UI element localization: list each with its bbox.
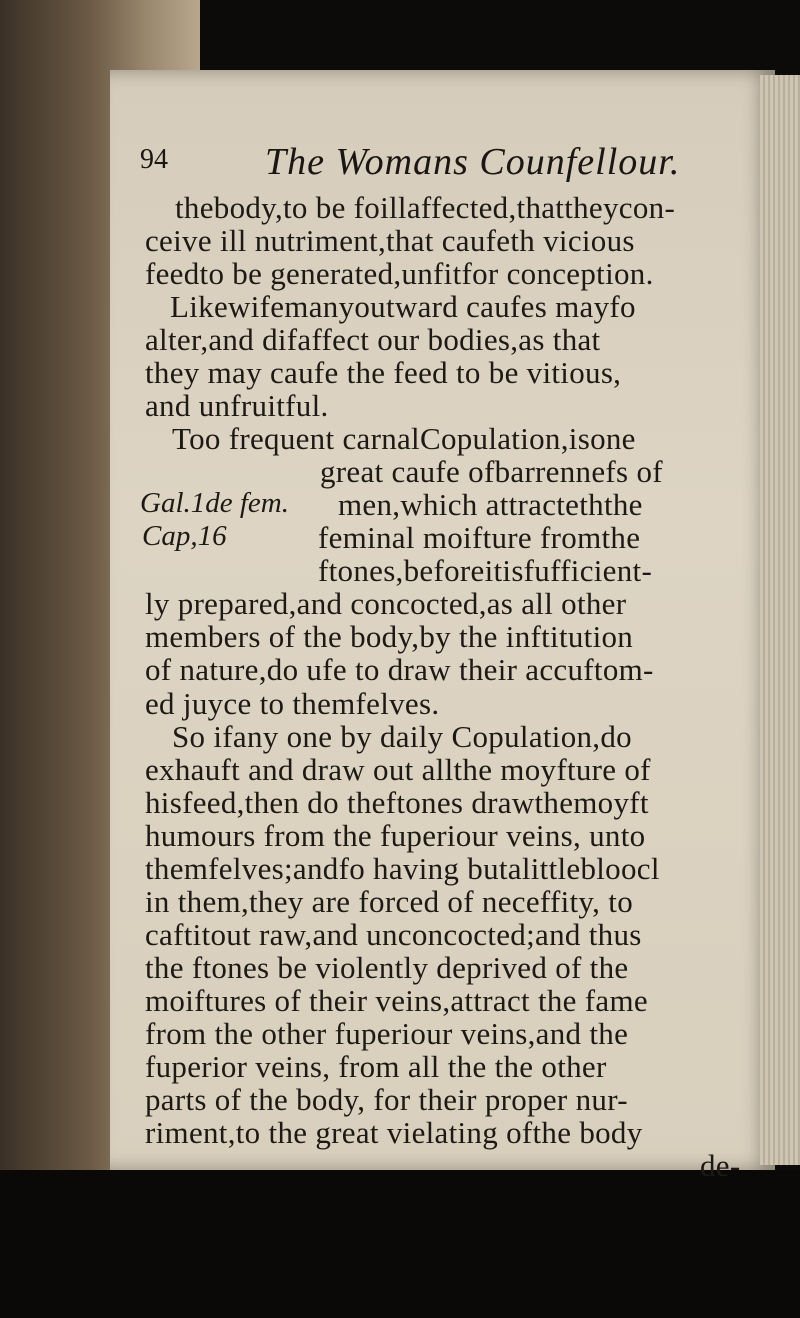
text-line: moiftures of their veins,attract the fame	[145, 982, 648, 1018]
text-line: the ftones be violently deprived of the	[145, 949, 629, 985]
text-line: alter,and difaffect our bodies,as that	[145, 322, 601, 358]
text-line: hisfeed,then do theftones drawthemoyft	[145, 784, 649, 820]
text-line: Too frequent carnalCopulation,isone	[172, 421, 636, 457]
text-line: ed juyce to themfelves.	[145, 685, 440, 721]
margin-note: Cap,16	[142, 520, 227, 553]
margin-note: Gal.1de fem.	[140, 487, 289, 520]
text-line: of nature,do ufe to draw their accuftom-	[145, 652, 654, 688]
page-number: 94	[140, 144, 168, 175]
text-line: ftones,beforeitisfufficient-	[318, 553, 653, 589]
text-line: feminal moifture fromthe	[318, 520, 641, 556]
text-line: ly prepared,and concocted,as all other	[145, 586, 627, 622]
text-line: from the other fuperiour veins,and the	[145, 1015, 629, 1051]
text-line: they may caufe the feed to be vitious,	[145, 355, 622, 391]
text-line: thebody,to be foillaffected,thattheycon-	[175, 190, 676, 225]
text-line: in them,they are forced of neceffity, to	[145, 883, 633, 919]
text-line: members of the body,by the inftitution	[145, 619, 634, 655]
text-line: Likewifemanyoutward caufes mayfo	[170, 289, 636, 325]
text-line: great caufe ofbarrennefs of	[320, 454, 663, 490]
text-line: parts of the body, for their proper nur-	[145, 1081, 628, 1117]
text-line: themfelves;andfo having butalittlebloocl	[145, 850, 660, 886]
text-line: men,which attracteththe	[338, 487, 643, 523]
text-line: riment,to the great vielating ofthe body	[145, 1114, 643, 1150]
text-line: ceive ill nutriment,that caufeth vicious	[145, 223, 635, 259]
text-line: feedto be generated,unfitfor conception.	[145, 256, 654, 292]
text-line: exhauft and draw out allthe moyfture of	[145, 751, 651, 787]
text-line: So ifany one by daily Copulation,do	[172, 718, 632, 754]
text-line: caftitout raw,and unconcocted;and thus	[145, 916, 642, 952]
book-title: The Womans Counfellour.	[265, 141, 681, 183]
running-head	[140, 140, 760, 190]
text-line: fuperior veins, from all the the other	[145, 1048, 607, 1084]
facing-page-edge	[760, 75, 800, 1165]
text-line: humours from the fuperiour veins, unto	[145, 817, 646, 853]
dark-background-bottom	[0, 1170, 800, 1318]
text-line: and unfruitful.	[145, 388, 329, 424]
text-line: de-	[700, 1148, 741, 1183]
